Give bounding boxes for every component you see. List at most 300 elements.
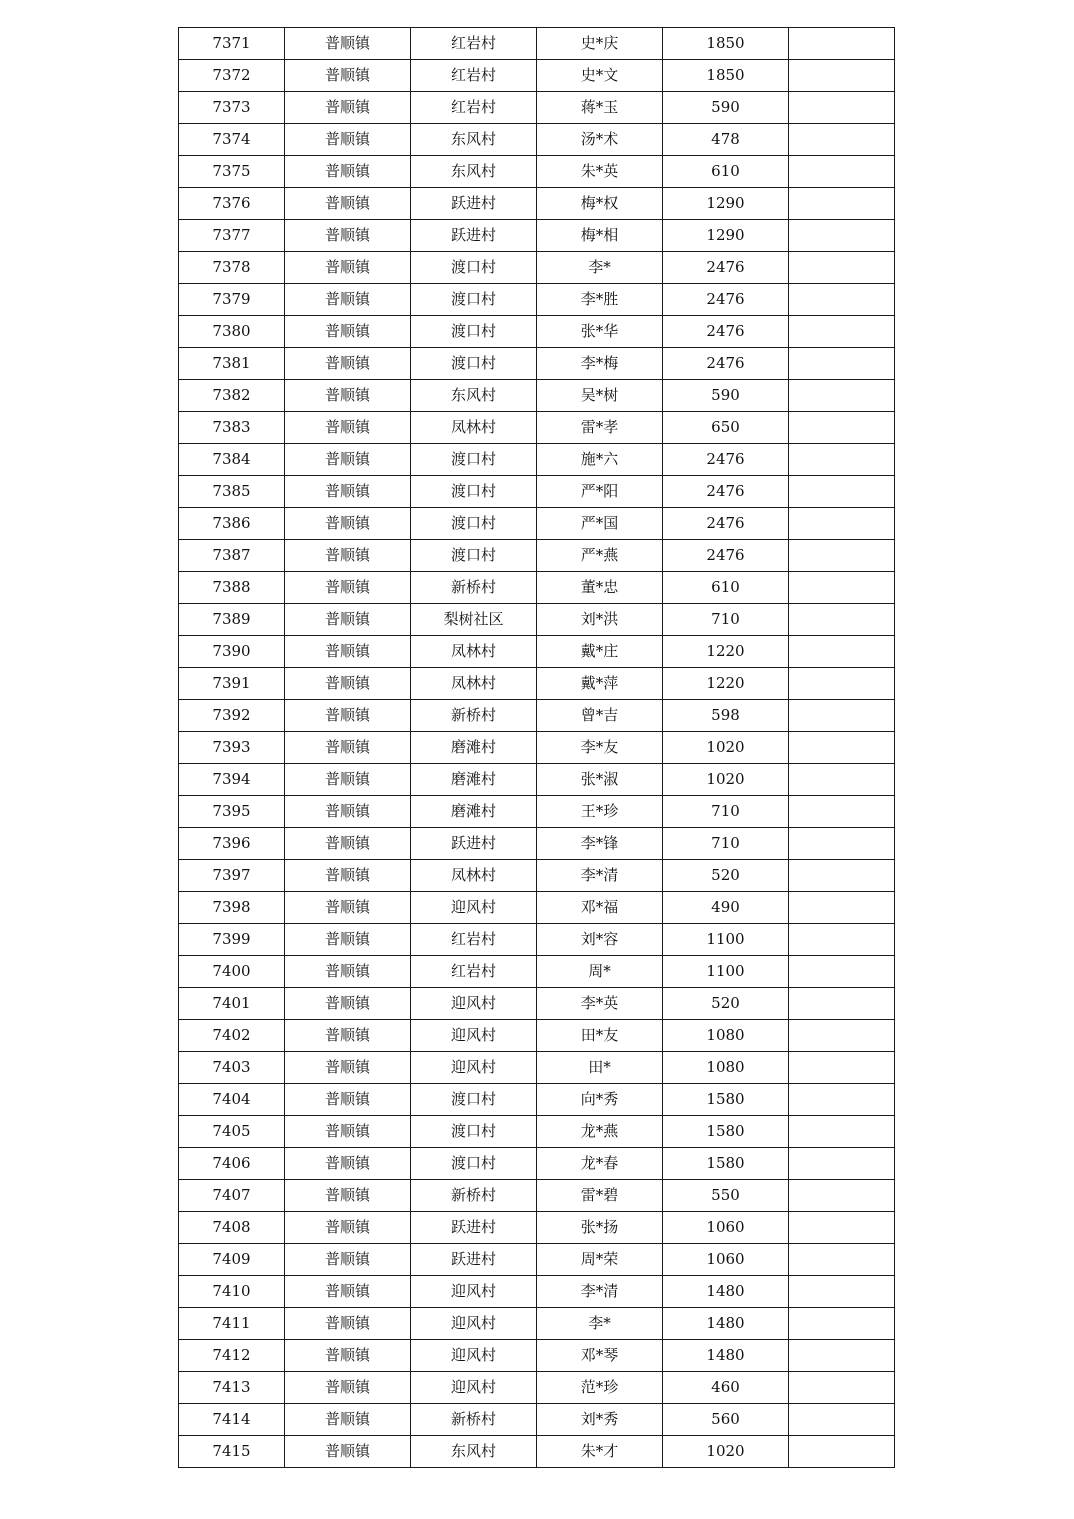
- cell-town: 普顺镇: [285, 892, 411, 924]
- cell-town: 普顺镇: [285, 124, 411, 156]
- cell-amount: 1480: [663, 1308, 789, 1340]
- cell-town: 普顺镇: [285, 220, 411, 252]
- cell-amount: 1290: [663, 188, 789, 220]
- cell-note: [789, 1372, 895, 1404]
- cell-serial-number: 7415: [179, 1436, 285, 1468]
- cell-name: 梅*相: [537, 220, 663, 252]
- cell-village: 渡口村: [411, 444, 537, 476]
- cell-amount: 1290: [663, 220, 789, 252]
- cell-note: [789, 380, 895, 412]
- cell-note: [789, 1244, 895, 1276]
- cell-village: 迎风村: [411, 1372, 537, 1404]
- cell-name: 田*: [537, 1052, 663, 1084]
- table-row: [179, 1340, 895, 1372]
- cell-town: 普顺镇: [285, 380, 411, 412]
- cell-note: [789, 764, 895, 796]
- table-row: [179, 732, 895, 764]
- cell-serial-number: 7383: [179, 412, 285, 444]
- cell-village: 渡口村: [411, 316, 537, 348]
- cell-note: [789, 1308, 895, 1340]
- cell-town: 普顺镇: [285, 1148, 411, 1180]
- cell-amount: 1020: [663, 1436, 789, 1468]
- cell-village: 渡口村: [411, 540, 537, 572]
- table-row: [179, 92, 895, 124]
- cell-note: [789, 1084, 895, 1116]
- cell-note: [789, 700, 895, 732]
- cell-town: 普顺镇: [285, 1116, 411, 1148]
- cell-serial-number: 7376: [179, 188, 285, 220]
- cell-serial-number: 7414: [179, 1404, 285, 1436]
- cell-name: 董*忠: [537, 572, 663, 604]
- cell-serial-number: 7378: [179, 252, 285, 284]
- table-row: [179, 892, 895, 924]
- cell-town: 普顺镇: [285, 1436, 411, 1468]
- cell-amount: 478: [663, 124, 789, 156]
- cell-village: 东风村: [411, 156, 537, 188]
- cell-town: 普顺镇: [285, 572, 411, 604]
- cell-amount: 2476: [663, 348, 789, 380]
- cell-name: 史*文: [537, 60, 663, 92]
- cell-serial-number: 7380: [179, 316, 285, 348]
- table-row: [179, 604, 895, 636]
- cell-serial-number: 7407: [179, 1180, 285, 1212]
- cell-village: 跃进村: [411, 1212, 537, 1244]
- cell-serial-number: 7397: [179, 860, 285, 892]
- cell-name: 朱*英: [537, 156, 663, 188]
- cell-serial-number: 7371: [179, 28, 285, 60]
- table-row: [179, 444, 895, 476]
- cell-serial-number: 7409: [179, 1244, 285, 1276]
- cell-amount: 1850: [663, 28, 789, 60]
- table-row: [179, 956, 895, 988]
- cell-serial-number: 7402: [179, 1020, 285, 1052]
- cell-town: 普顺镇: [285, 956, 411, 988]
- cell-name: 张*淑: [537, 764, 663, 796]
- table-body: [179, 28, 895, 1468]
- cell-town: 普顺镇: [285, 700, 411, 732]
- cell-amount: 710: [663, 828, 789, 860]
- cell-amount: 460: [663, 1372, 789, 1404]
- table-row: [179, 188, 895, 220]
- cell-note: [789, 988, 895, 1020]
- cell-name: 严*国: [537, 508, 663, 540]
- cell-town: 普顺镇: [285, 188, 411, 220]
- cell-village: 东风村: [411, 1436, 537, 1468]
- cell-amount: 1080: [663, 1020, 789, 1052]
- cell-note: [789, 1404, 895, 1436]
- cell-amount: 2476: [663, 444, 789, 476]
- cell-village: 凤林村: [411, 860, 537, 892]
- cell-name: 梅*权: [537, 188, 663, 220]
- cell-town: 普顺镇: [285, 252, 411, 284]
- table-row: [179, 1404, 895, 1436]
- table-row: [179, 348, 895, 380]
- table-row: [179, 668, 895, 700]
- cell-village: 红岩村: [411, 28, 537, 60]
- cell-note: [789, 572, 895, 604]
- cell-name: 邓*琴: [537, 1340, 663, 1372]
- cell-town: 普顺镇: [285, 540, 411, 572]
- cell-amount: 2476: [663, 540, 789, 572]
- cell-town: 普顺镇: [285, 1020, 411, 1052]
- table-row: [179, 828, 895, 860]
- table-row: [179, 220, 895, 252]
- cell-amount: 610: [663, 156, 789, 188]
- cell-village: 跃进村: [411, 828, 537, 860]
- cell-village: 红岩村: [411, 924, 537, 956]
- cell-name: 李*锋: [537, 828, 663, 860]
- cell-serial-number: 7381: [179, 348, 285, 380]
- cell-village: 迎风村: [411, 1052, 537, 1084]
- cell-serial-number: 7405: [179, 1116, 285, 1148]
- table-row: [179, 1212, 895, 1244]
- cell-serial-number: 7386: [179, 508, 285, 540]
- cell-town: 普顺镇: [285, 92, 411, 124]
- cell-serial-number: 7390: [179, 636, 285, 668]
- cell-note: [789, 1052, 895, 1084]
- table-row: [179, 572, 895, 604]
- cell-village: 迎风村: [411, 1308, 537, 1340]
- cell-town: 普顺镇: [285, 924, 411, 956]
- cell-name: 刘*容: [537, 924, 663, 956]
- cell-town: 普顺镇: [285, 1084, 411, 1116]
- cell-note: [789, 956, 895, 988]
- cell-note: [789, 604, 895, 636]
- table-row: [179, 476, 895, 508]
- cell-village: 迎风村: [411, 1276, 537, 1308]
- cell-note: [789, 28, 895, 60]
- cell-serial-number: 7384: [179, 444, 285, 476]
- cell-note: [789, 188, 895, 220]
- cell-town: 普顺镇: [285, 1244, 411, 1276]
- cell-name: 周*荣: [537, 1244, 663, 1276]
- cell-amount: 1080: [663, 1052, 789, 1084]
- data-table: [178, 27, 895, 1468]
- cell-serial-number: 7392: [179, 700, 285, 732]
- cell-name: 龙*燕: [537, 1116, 663, 1148]
- cell-serial-number: 7393: [179, 732, 285, 764]
- cell-village: 跃进村: [411, 1244, 537, 1276]
- cell-town: 普顺镇: [285, 1308, 411, 1340]
- cell-town: 普顺镇: [285, 764, 411, 796]
- cell-name: 吴*树: [537, 380, 663, 412]
- cell-note: [789, 1116, 895, 1148]
- table-row: [179, 1180, 895, 1212]
- cell-note: [789, 1180, 895, 1212]
- table-row: [179, 764, 895, 796]
- cell-serial-number: 7372: [179, 60, 285, 92]
- table-row: [179, 1244, 895, 1276]
- cell-note: [789, 476, 895, 508]
- cell-town: 普顺镇: [285, 284, 411, 316]
- cell-amount: 1100: [663, 924, 789, 956]
- cell-town: 普顺镇: [285, 28, 411, 60]
- cell-note: [789, 924, 895, 956]
- cell-name: 刘*洪: [537, 604, 663, 636]
- cell-note: [789, 732, 895, 764]
- cell-amount: 1220: [663, 668, 789, 700]
- cell-village: 凤林村: [411, 636, 537, 668]
- cell-note: [789, 860, 895, 892]
- cell-town: 普顺镇: [285, 60, 411, 92]
- cell-note: [789, 444, 895, 476]
- cell-note: [789, 348, 895, 380]
- cell-serial-number: 7411: [179, 1308, 285, 1340]
- cell-town: 普顺镇: [285, 316, 411, 348]
- cell-name: 史*庆: [537, 28, 663, 60]
- cell-note: [789, 60, 895, 92]
- table-row: [179, 1116, 895, 1148]
- cell-note: [789, 412, 895, 444]
- cell-village: 渡口村: [411, 284, 537, 316]
- table-row: [179, 508, 895, 540]
- cell-note: [789, 1436, 895, 1468]
- cell-note: [789, 828, 895, 860]
- cell-village: 红岩村: [411, 92, 537, 124]
- cell-village: 红岩村: [411, 956, 537, 988]
- cell-note: [789, 636, 895, 668]
- cell-amount: 1060: [663, 1244, 789, 1276]
- cell-serial-number: 7404: [179, 1084, 285, 1116]
- cell-name: 李*梅: [537, 348, 663, 380]
- table-row: [179, 860, 895, 892]
- cell-town: 普顺镇: [285, 1372, 411, 1404]
- cell-amount: 560: [663, 1404, 789, 1436]
- table-row: [179, 1436, 895, 1468]
- cell-amount: 520: [663, 988, 789, 1020]
- cell-amount: 610: [663, 572, 789, 604]
- cell-note: [789, 668, 895, 700]
- table-row: [179, 796, 895, 828]
- table-row: [179, 636, 895, 668]
- cell-name: 李*清: [537, 860, 663, 892]
- cell-serial-number: 7408: [179, 1212, 285, 1244]
- cell-town: 普顺镇: [285, 988, 411, 1020]
- cell-note: [789, 1340, 895, 1372]
- cell-town: 普顺镇: [285, 796, 411, 828]
- cell-name: 戴*庄: [537, 636, 663, 668]
- cell-village: 新桥村: [411, 572, 537, 604]
- cell-serial-number: 7373: [179, 92, 285, 124]
- cell-amount: 1020: [663, 764, 789, 796]
- cell-note: [789, 316, 895, 348]
- cell-note: [789, 1276, 895, 1308]
- cell-town: 普顺镇: [285, 732, 411, 764]
- cell-amount: 1580: [663, 1116, 789, 1148]
- cell-name: 严*阳: [537, 476, 663, 508]
- cell-village: 梨树社区: [411, 604, 537, 636]
- cell-village: 凤林村: [411, 668, 537, 700]
- table-row: [179, 1308, 895, 1340]
- cell-serial-number: 7410: [179, 1276, 285, 1308]
- cell-town: 普顺镇: [285, 1212, 411, 1244]
- cell-name: 雷*碧: [537, 1180, 663, 1212]
- cell-village: 东风村: [411, 380, 537, 412]
- cell-name: 戴*萍: [537, 668, 663, 700]
- cell-amount: 1480: [663, 1340, 789, 1372]
- cell-serial-number: 7388: [179, 572, 285, 604]
- cell-note: [789, 156, 895, 188]
- cell-name: 严*燕: [537, 540, 663, 572]
- cell-note: [789, 1148, 895, 1180]
- cell-name: 王*珍: [537, 796, 663, 828]
- cell-amount: 1220: [663, 636, 789, 668]
- table-row: [179, 988, 895, 1020]
- cell-amount: 650: [663, 412, 789, 444]
- table-row: [179, 124, 895, 156]
- cell-note: [789, 508, 895, 540]
- cell-serial-number: 7406: [179, 1148, 285, 1180]
- cell-village: 渡口村: [411, 508, 537, 540]
- table-row: [179, 412, 895, 444]
- cell-village: 磨滩村: [411, 796, 537, 828]
- cell-name: 曾*吉: [537, 700, 663, 732]
- table-row: [179, 540, 895, 572]
- table-row: [179, 1052, 895, 1084]
- cell-note: [789, 892, 895, 924]
- cell-amount: 598: [663, 700, 789, 732]
- cell-amount: 490: [663, 892, 789, 924]
- cell-serial-number: 7385: [179, 476, 285, 508]
- cell-village: 渡口村: [411, 1084, 537, 1116]
- table-row: [179, 700, 895, 732]
- cell-name: 李*友: [537, 732, 663, 764]
- cell-serial-number: 7413: [179, 1372, 285, 1404]
- cell-town: 普顺镇: [285, 156, 411, 188]
- cell-town: 普顺镇: [285, 476, 411, 508]
- table-row: [179, 1084, 895, 1116]
- cell-name: 邓*福: [537, 892, 663, 924]
- cell-town: 普顺镇: [285, 508, 411, 540]
- table-row: [179, 1148, 895, 1180]
- cell-note: [789, 1212, 895, 1244]
- cell-amount: 710: [663, 604, 789, 636]
- cell-serial-number: 7412: [179, 1340, 285, 1372]
- cell-note: [789, 796, 895, 828]
- cell-town: 普顺镇: [285, 1404, 411, 1436]
- cell-amount: 2476: [663, 252, 789, 284]
- cell-note: [789, 540, 895, 572]
- cell-serial-number: 7400: [179, 956, 285, 988]
- cell-amount: 710: [663, 796, 789, 828]
- cell-note: [789, 220, 895, 252]
- cell-name: 雷*孝: [537, 412, 663, 444]
- cell-name: 周*: [537, 956, 663, 988]
- table-row: [179, 252, 895, 284]
- cell-village: 渡口村: [411, 1148, 537, 1180]
- cell-village: 新桥村: [411, 1404, 537, 1436]
- table-row: [179, 1276, 895, 1308]
- cell-village: 跃进村: [411, 188, 537, 220]
- cell-name: 李*清: [537, 1276, 663, 1308]
- cell-name: 李*英: [537, 988, 663, 1020]
- cell-name: 范*珍: [537, 1372, 663, 1404]
- cell-serial-number: 7374: [179, 124, 285, 156]
- cell-amount: 2476: [663, 508, 789, 540]
- table-row: [179, 1372, 895, 1404]
- cell-amount: 2476: [663, 316, 789, 348]
- cell-serial-number: 7387: [179, 540, 285, 572]
- table-row: [179, 924, 895, 956]
- cell-village: 凤林村: [411, 412, 537, 444]
- cell-amount: 1020: [663, 732, 789, 764]
- table-row: [179, 316, 895, 348]
- cell-name: 汤*术: [537, 124, 663, 156]
- cell-serial-number: 7401: [179, 988, 285, 1020]
- cell-note: [789, 92, 895, 124]
- table-row: [179, 60, 895, 92]
- cell-serial-number: 7395: [179, 796, 285, 828]
- cell-town: 普顺镇: [285, 412, 411, 444]
- cell-serial-number: 7398: [179, 892, 285, 924]
- cell-amount: 1100: [663, 956, 789, 988]
- cell-village: 渡口村: [411, 348, 537, 380]
- cell-town: 普顺镇: [285, 348, 411, 380]
- cell-name: 李*: [537, 1308, 663, 1340]
- cell-note: [789, 252, 895, 284]
- cell-serial-number: 7375: [179, 156, 285, 188]
- cell-village: 红岩村: [411, 60, 537, 92]
- table-row: [179, 380, 895, 412]
- cell-town: 普顺镇: [285, 1276, 411, 1308]
- cell-name: 朱*才: [537, 1436, 663, 1468]
- cell-amount: 590: [663, 92, 789, 124]
- cell-name: 张*华: [537, 316, 663, 348]
- cell-amount: 1580: [663, 1148, 789, 1180]
- cell-village: 渡口村: [411, 1116, 537, 1148]
- cell-note: [789, 284, 895, 316]
- cell-village: 渡口村: [411, 476, 537, 508]
- cell-town: 普顺镇: [285, 860, 411, 892]
- cell-village: 迎风村: [411, 1340, 537, 1372]
- cell-note: [789, 124, 895, 156]
- cell-amount: 590: [663, 380, 789, 412]
- table-row: [179, 28, 895, 60]
- table-row: [179, 1020, 895, 1052]
- cell-amount: 1850: [663, 60, 789, 92]
- cell-name: 龙*春: [537, 1148, 663, 1180]
- cell-amount: 550: [663, 1180, 789, 1212]
- cell-amount: 1480: [663, 1276, 789, 1308]
- cell-town: 普顺镇: [285, 1180, 411, 1212]
- cell-serial-number: 7403: [179, 1052, 285, 1084]
- cell-serial-number: 7391: [179, 668, 285, 700]
- cell-serial-number: 7379: [179, 284, 285, 316]
- cell-town: 普顺镇: [285, 668, 411, 700]
- cell-village: 新桥村: [411, 700, 537, 732]
- cell-town: 普顺镇: [285, 604, 411, 636]
- cell-village: 新桥村: [411, 1180, 537, 1212]
- cell-village: 迎风村: [411, 892, 537, 924]
- cell-name: 刘*秀: [537, 1404, 663, 1436]
- cell-town: 普顺镇: [285, 1340, 411, 1372]
- cell-serial-number: 7399: [179, 924, 285, 956]
- cell-village: 东风村: [411, 124, 537, 156]
- cell-serial-number: 7394: [179, 764, 285, 796]
- cell-amount: 520: [663, 860, 789, 892]
- cell-name: 向*秀: [537, 1084, 663, 1116]
- cell-name: 蒋*玉: [537, 92, 663, 124]
- cell-serial-number: 7389: [179, 604, 285, 636]
- cell-serial-number: 7377: [179, 220, 285, 252]
- cell-village: 磨滩村: [411, 732, 537, 764]
- cell-amount: 2476: [663, 284, 789, 316]
- cell-village: 渡口村: [411, 252, 537, 284]
- cell-name: 李*胜: [537, 284, 663, 316]
- cell-village: 磨滩村: [411, 764, 537, 796]
- cell-name: 田*友: [537, 1020, 663, 1052]
- cell-town: 普顺镇: [285, 1052, 411, 1084]
